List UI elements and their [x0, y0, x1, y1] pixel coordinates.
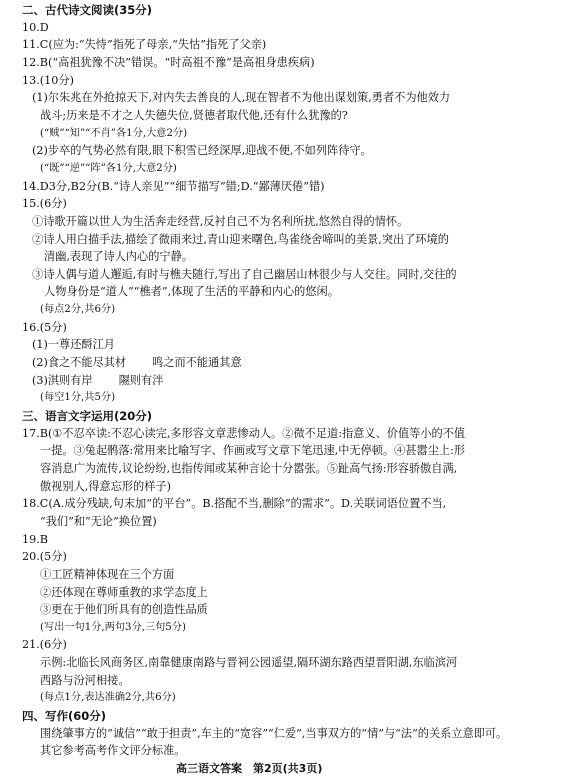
section-heading-writing: 四、写作(60分) [22, 709, 107, 723]
answer-q20-heading: 20.(5分) [22, 550, 67, 564]
answer-q15-point3-line2: 人物身份是“道人”“樵者”,体现了生活的平静和内心的悠闲。 [44, 285, 339, 299]
answer-q13-2-scoring: (“既”“逆”“阵”各1分,大意2分) [40, 162, 177, 174]
answer-q15-point2-line1: ②诗人用白描手法,描绘了微雨来过,青山迎来曙色,鸟雀绕舍啼叫的美景,突出了环境的 [32, 232, 449, 246]
answer-q13-2-line1: (2)步卒的气势必然有限,眼下积雪已经深厚,迎战不便,不如列阵待守。 [32, 144, 372, 158]
answer-q15-scoring: (每点2分,共6分) [40, 304, 116, 316]
answer-q16-scoring: (每空1分,共5分) [40, 392, 116, 404]
section-heading-language-use: 三、语言文字运用(20分) [22, 409, 153, 423]
answer-q20-point3: ③更在于他们所具有的创造性品质 [40, 603, 208, 617]
answer-q12: 12.B(“高祖犹豫不决”错误。“时高祖不豫”是高祖身患疾病) [22, 56, 315, 69]
answer-q16-3-second: 隰则有泮 [118, 373, 164, 387]
answer-q13-heading: 13.(10分) [22, 73, 74, 87]
answer-q21-heading: 21.(6分) [22, 638, 67, 652]
answer-q13-1-line2: 战斗;历来是不才之人失德失位,贤德者取代他,还有什么犹豫的? [40, 108, 348, 122]
answer-q19: 19.B [22, 532, 49, 546]
answer-q17-line3: 容消息广为流传,议论纷纷,也指传闻或某种言论十分嚣张。⑤趾高气扬:形容骄傲自满, [40, 461, 458, 475]
answer-q16-2-first: (2)食之不能尽其材 [32, 356, 127, 369]
answer-q20-scoring: (写出一句1分,两句3分,三句5分) [40, 621, 186, 633]
answer-q10: 10.D [22, 20, 49, 34]
answer-q16-heading: 16.(5分) [22, 320, 67, 334]
answer-q15-point3-line1: ③诗人偶与道人邂逅,有时与樵夫随行,写出了自己幽居山林很少与人交往。同时,交往的 [32, 267, 457, 281]
section-heading-classical-reading: 二、古代诗文阅读(35分) [22, 3, 153, 17]
answer-q18-line1: 18.C(A.成分残缺,句末加“的平台”。B.搭配不当,删除“的需求”。D.关联词语位置不当, [22, 497, 447, 511]
answer-q11: 11.C(应为:“失恃”指死了母亲,“失怙”指死了父亲) [22, 38, 267, 52]
writing-guideline-line1: 围绕肇事方的“诚信”“敢于担责”,车主的“宽容”“仁爱”,当事双方的“情”与“法”的关系立意即可。 [40, 726, 508, 740]
answer-q16-2 [32, 356, 242, 370]
page-footer: 高三语文答案 第2页(共3页) [176, 762, 323, 775]
writing-guideline-line2: 其它参考高考作文评分标准。 [40, 744, 186, 758]
answer-q15-heading: 15.(6分) [22, 197, 67, 211]
answer-q16-3-first: (3)淇则有岸 [32, 373, 93, 387]
answer-q20-point2: ②还体现在尊师重教的求学态度上 [40, 585, 208, 599]
answer-q17-line1: 17.B(①不忍卒读:不忍心读完,多形容文章悲惨动人。②微不足道:指意义、价值等小的不值 [22, 426, 466, 440]
answer-q21-example-line2: 西路与汾河相接。 [40, 673, 130, 687]
answer-q17-line2: 一提。③兔起鹘落:常用来比喻写字、作画或写文章下笔迅速,中无停顿。④甚嚣尘上:形 [40, 444, 466, 458]
answer-q16-1: (1)一尊还酹江月 [32, 338, 115, 352]
answer-q21-example-line1: 示例:北临长风商务区,南靠健康南路与晋祠公园遥望,隔环湖东路西望晋阳湖,东临滨河 [40, 656, 458, 670]
answer-q17-line4: 傲视别人,得意忘形的样子) [40, 479, 171, 493]
answer-q13-1-scoring: (“贼”“知”“不肖”各1分,大意2分) [40, 127, 188, 139]
answer-q20-point1: ①工匠精神体现在三个方面 [40, 567, 175, 581]
answer-q15-point2-line2: 清幽,表现了诗人内心的宁静。 [44, 250, 193, 264]
answer-q21-scoring: (每点1分,表达准确2分,共6分) [40, 692, 176, 704]
answer-q15-point1: ①诗歌开篇以世人为生活奔走经营,反衬自己不为名利所扰,悠然自得的情怀。 [32, 214, 409, 228]
answer-q14: 14.D3分,B2分(B.“诗人亲见”“细节描写”错;D.“鄙薄厌倦”错) [22, 179, 325, 193]
answer-q16-3 [32, 374, 163, 388]
answer-q18-line2: “我们”和“无论”换位置) [40, 514, 157, 528]
answer-q13-1-line1: (1)尔朱兆在外抢掠天下,对内失去善良的人,现在智者不为他出谋划策,勇者不为他效力 [32, 91, 451, 105]
answer-q16-2-second: 鸣之而不能通其意 [152, 356, 242, 369]
